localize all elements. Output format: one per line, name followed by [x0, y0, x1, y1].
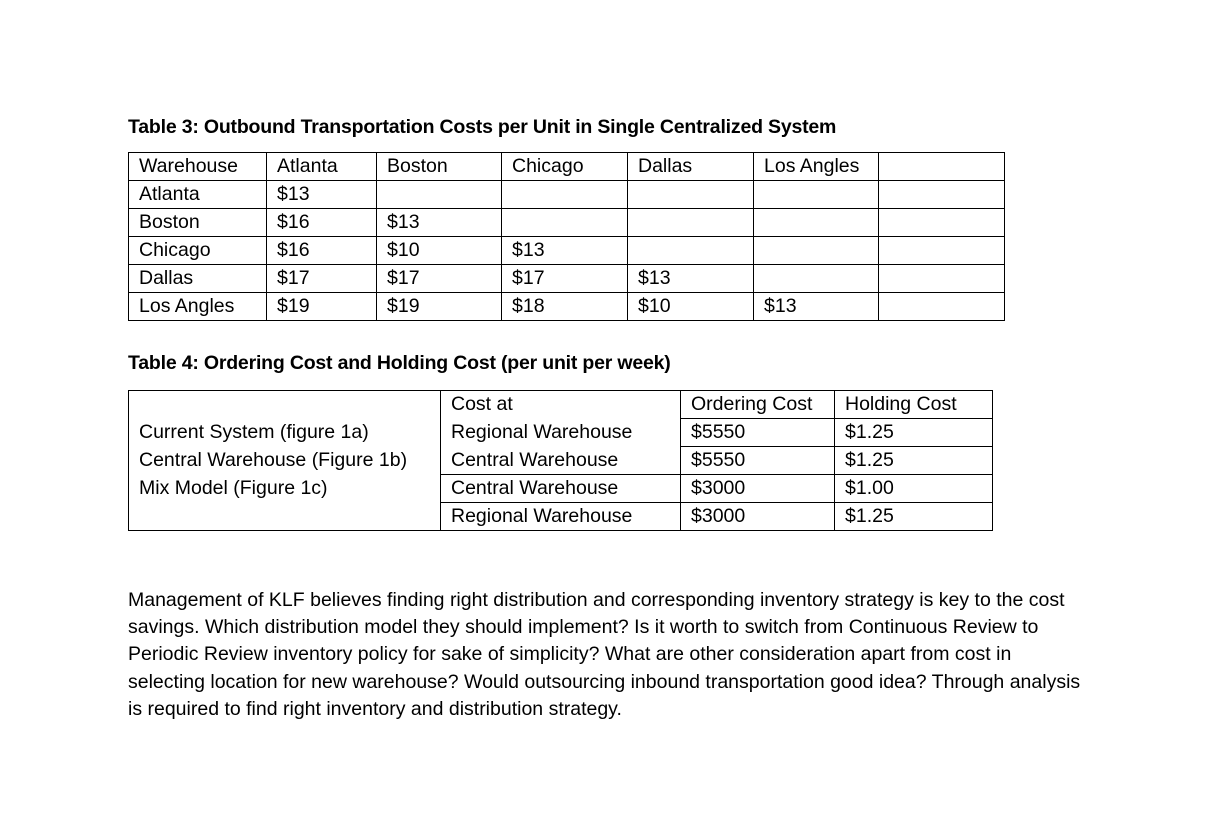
table-cell: $16 — [267, 237, 377, 265]
body-paragraph: Management of KLF believes finding right distribution and corresponding inventory strategy is key to the cost savings. Which distribution model they should implement? Is it worth to switch from Continuous Review to Periodic Review inventory policy for sake of simplicity? What are other consideration apart from cost in selecting location for new warehouse? Would outsourcing inbound transportation good idea? Through analysis is required to find right inventory and distribution strategy. — [128, 589, 1081, 720]
table-cell: $17 — [377, 265, 502, 293]
table-cell: $1.25 — [835, 503, 993, 531]
outbound-transportation-costs-table — [128, 152, 1005, 321]
table-cell: $10 — [628, 293, 754, 321]
table-cell — [754, 209, 879, 237]
table-row — [129, 209, 1005, 237]
header-cell — [129, 391, 441, 419]
ordering-holding-cost-table — [128, 390, 993, 531]
header-cell: Holding Cost — [835, 391, 993, 419]
table-cell: $19 — [267, 293, 377, 321]
table-cell: $13 — [502, 237, 628, 265]
table-cell: Regional Warehouse — [441, 419, 681, 447]
table-cell: $10 — [377, 237, 502, 265]
row-label-cell: Dallas — [129, 265, 267, 293]
table-row — [129, 419, 993, 447]
header-cell: Atlanta — [267, 153, 377, 181]
table-row — [129, 265, 1005, 293]
table4-title: Table 4: Ordering Cost and Holding Cost (per unit per week) — [128, 352, 671, 374]
table-cell — [879, 209, 1005, 237]
table-cell — [754, 181, 879, 209]
table-row — [129, 237, 1005, 265]
header-cell: Ordering Cost — [681, 391, 835, 419]
row-label-cell: Los Angles — [129, 293, 267, 321]
table-cell: $3000 — [681, 475, 835, 503]
row-label-cell — [129, 503, 441, 531]
table-row — [129, 447, 993, 475]
table-cell — [754, 265, 879, 293]
table-cell — [377, 181, 502, 209]
table-cell — [879, 265, 1005, 293]
header-cell: Cost at — [441, 391, 681, 419]
table-cell: $5550 — [681, 419, 835, 447]
table3-title: Table 3: Outbound Transportation Costs per Unit in Single Centralized System — [128, 116, 837, 138]
table-cell: Central Warehouse — [441, 475, 681, 503]
row-label-cell: Central Warehouse (Figure 1b) — [129, 447, 441, 475]
table-cell: $17 — [267, 265, 377, 293]
table-cell: $18 — [502, 293, 628, 321]
table-cell: Regional Warehouse — [441, 503, 681, 531]
header-cell: Chicago — [502, 153, 628, 181]
table-header-row — [129, 153, 1005, 181]
table-cell: $16 — [267, 209, 377, 237]
table-cell — [502, 181, 628, 209]
header-cell: Los Angles — [754, 153, 879, 181]
table-cell: $19 — [377, 293, 502, 321]
header-cell — [879, 153, 1005, 181]
table-cell: $13 — [754, 293, 879, 321]
row-label-cell: Boston — [129, 209, 267, 237]
row-label-cell: Current System (figure 1a) — [129, 419, 441, 447]
table-cell: Central Warehouse — [441, 447, 681, 475]
table-row — [129, 503, 993, 531]
table-cell: $1.25 — [835, 419, 993, 447]
table-cell: $13 — [377, 209, 502, 237]
table-cell — [628, 209, 754, 237]
table-cell: $17 — [502, 265, 628, 293]
row-label-cell: Chicago — [129, 237, 267, 265]
header-cell: Warehouse — [129, 153, 267, 181]
table-cell — [879, 293, 1005, 321]
table-cell: $1.00 — [835, 475, 993, 503]
table-cell: $13 — [267, 181, 377, 209]
header-cell: Boston — [377, 153, 502, 181]
table-cell — [754, 237, 879, 265]
table-cell — [879, 237, 1005, 265]
table-cell — [879, 181, 1005, 209]
table-cell: $3000 — [681, 503, 835, 531]
table-cell: $13 — [628, 265, 754, 293]
table-cell — [628, 237, 754, 265]
table-cell — [628, 181, 754, 209]
table-cell: $5550 — [681, 447, 835, 475]
table-header-row — [129, 391, 993, 419]
table-row — [129, 181, 1005, 209]
row-label-cell: Atlanta — [129, 181, 267, 209]
row-label-cell: Mix Model (Figure 1c) — [129, 475, 441, 503]
table-cell — [502, 209, 628, 237]
table-row — [129, 475, 993, 503]
header-cell: Dallas — [628, 153, 754, 181]
table-cell: $1.25 — [835, 447, 993, 475]
table-row — [129, 293, 1005, 321]
